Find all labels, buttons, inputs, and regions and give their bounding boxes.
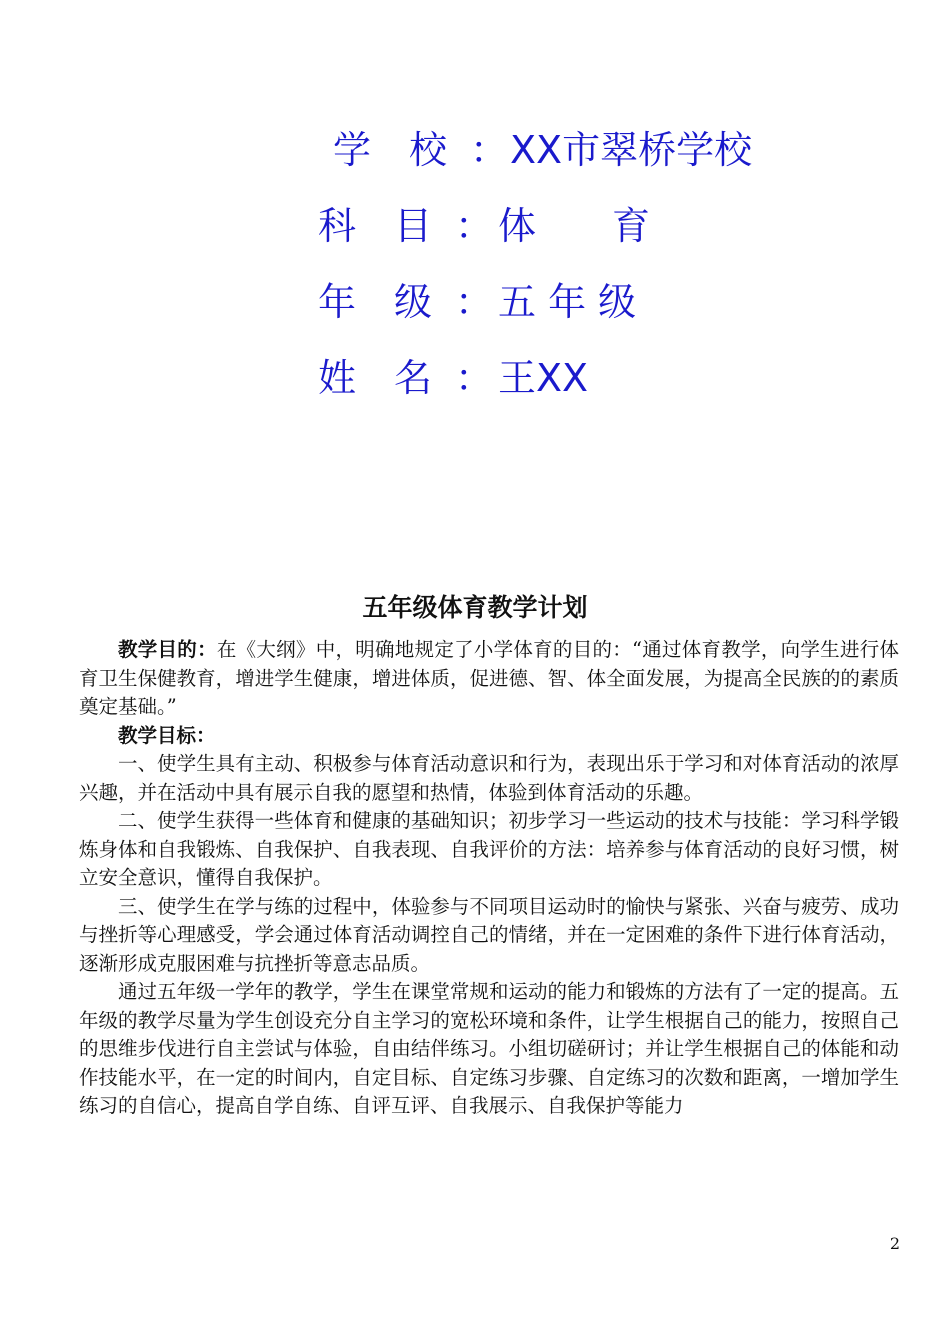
school-label: 学 校 [333,128,448,172]
school-value: XX市翠桥学校 [510,128,753,172]
purpose-paragraph [79,636,899,722]
purpose-text: 在《大纲》中，明确地规定了小学体育的目的：“通过体育教学，向学生进行体育卫生保健教育，增进学生健康，增进体质，促进德、智、体全面发展，为提高全民族的的素质奠定基础。” [79,638,899,718]
purpose-label: 教学目的： [118,638,217,661]
summary-paragraph: 通过五年级一学年的教学，学生在课堂常规和运动的能力和锻炼的方法有了一定的提高。五年级的教学尽量为学生创设充分自主学习的宽松环境和条件，让学生根据自己的能力，按照自己的思维步伐进行自主尝试与体验，自由结伴练习。小组切磋研讨；并让学生根据自己的体能和动作技能水平，在一定的时间内，自定目标、自定练习步骤、自定练习的次数和距离，一增加学生练习的自信心，提高自学自练、自评互评、自我展示、自我保护等能力 [79,980,899,1117]
goal-2-paragraph: 二、使学生获得一些体育和健康的基础知识；初步学习一些运动的技术与技能：学习科学锻炼身体和自我锻炼、自我保护、自我表现、自我评价的方法：培养参与体育活动的良好习惯，树立安全意识，懂得自我保护。 [79,809,899,889]
subject-value: 体 育 [498,204,651,248]
goals-label: 教学目标： [118,723,216,747]
name-value: 王XX [498,356,589,400]
cover-subject-line [0,200,950,252]
subject-colon: ： [455,204,494,248]
document-body [79,636,899,1121]
grade-value: 五 年 级 [498,280,637,324]
cover-name-line [0,352,950,404]
goal-1-paragraph: 一、使学生具有主动、积极参与体育活动意识和行为，表现出乐于学习和对体育活动的浓厚兴趣，并在活动中具有展示自我的愿望和热情，体验到体育活动的乐趣。 [79,752,899,804]
goals-heading-paragraph [79,722,899,751]
name-colon: ： [455,356,494,400]
document-title: 五年级体育教学计划 [362,593,588,622]
cover-school-line [0,124,950,176]
school-colon: ： [470,128,509,172]
grade-label: 年 级 [318,280,433,324]
page-number: 2 [889,1234,901,1253]
cover-grade-line [0,276,950,328]
grade-colon: ： [455,280,494,324]
name-label: 姓 名 [318,356,433,400]
subject-label: 科 目 [318,204,433,248]
goal-3-paragraph: 三、使学生在学与练的过程中，体验参与不同项目运动时的愉快与紧张、兴奋与疲劳、成功与挫折等心理感受，学会通过体育活动调控自己的情绪，并在一定困难的条件下进行体育活动，逐渐形成克服困难与抗挫折等意志品质。 [79,894,899,975]
